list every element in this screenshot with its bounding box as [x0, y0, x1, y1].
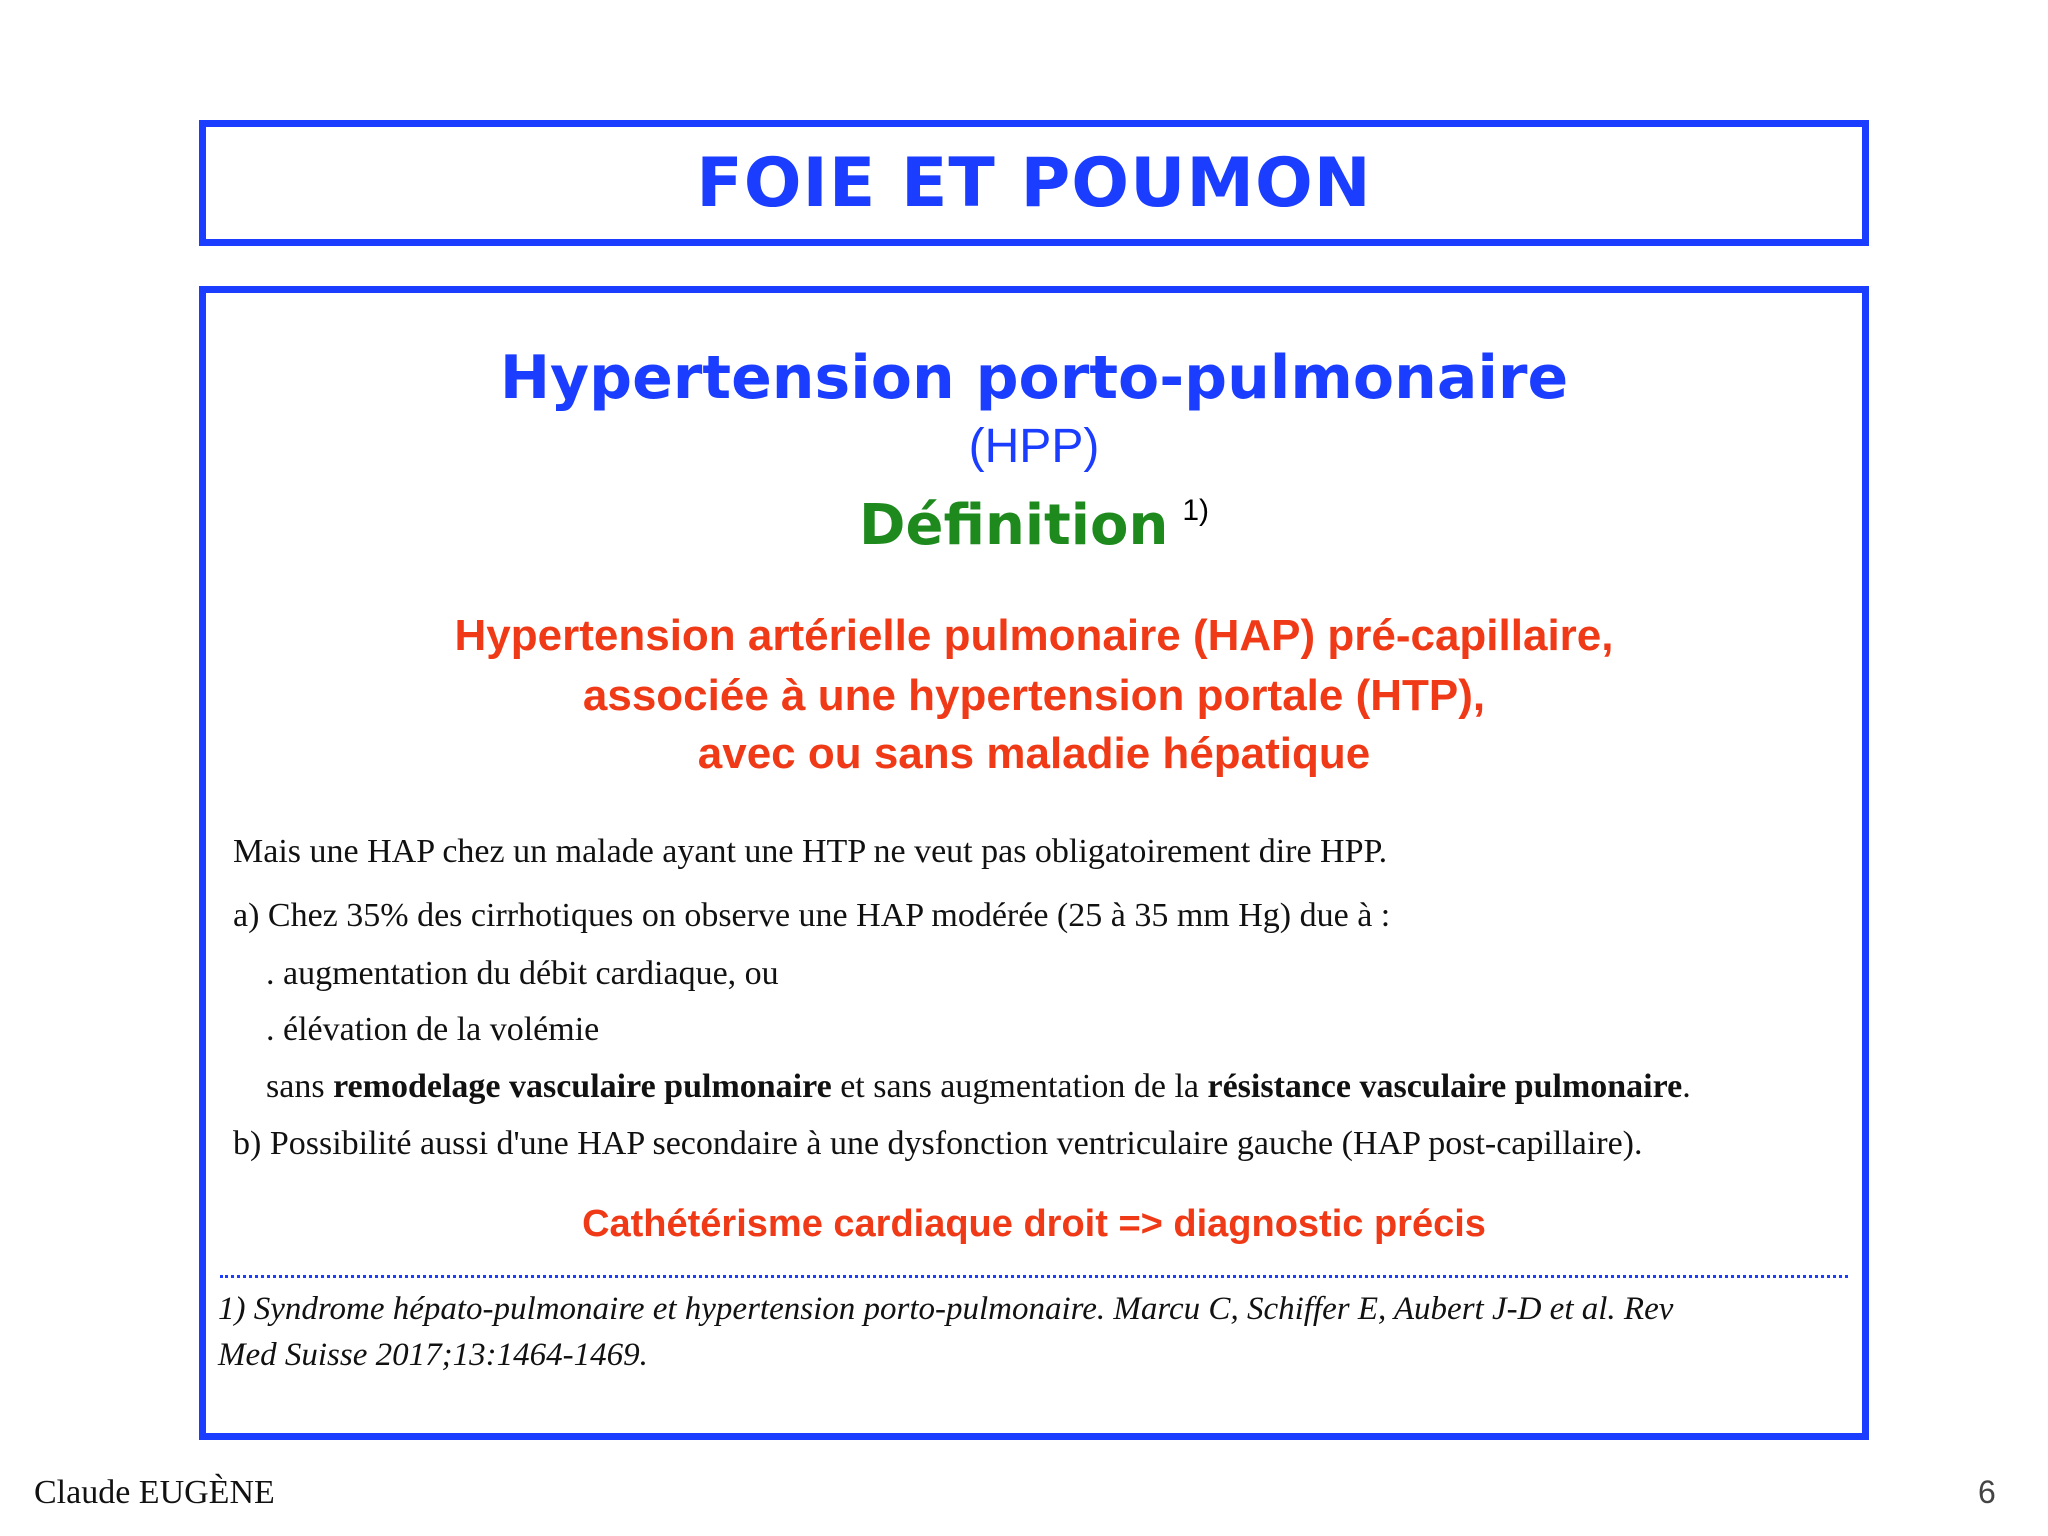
slide-title-box — [199, 120, 1869, 246]
main-heading: Hypertension porto-pulmonaire — [499, 343, 1569, 413]
bullet-volemia: . élévation de la volémie — [266, 1011, 600, 1048]
definition-label: Définition — [858, 493, 1169, 558]
definition-line-3: avec ou sans maladie hépatique — [697, 729, 1371, 778]
page-number: 6 — [1978, 1474, 1996, 1510]
definition-line-1: Hypertension artérielle pulmonaire (HAP) pré-capillaire, — [454, 611, 1614, 660]
sans-remodelage-text — [266, 1068, 1691, 1106]
footer-author: Claude EUGÈNE — [34, 1474, 275, 1511]
bullet-cardiac-output: . augmentation du débit cardiaque, ou — [266, 955, 779, 992]
reference-divider — [220, 1275, 1848, 1278]
sans-part-3: . — [1682, 1068, 1691, 1105]
content-box — [199, 286, 1869, 1440]
definition-reference-marker: 1) — [1182, 494, 1210, 527]
sans-part-2: et sans augmentation de la — [831, 1068, 1208, 1105]
definition-heading — [206, 493, 1862, 558]
point-a-text: a) Chez 35% des cirrhotiques on observe une HAP modérée (25 à 35 mm Hg) due à : — [233, 897, 1391, 934]
point-b-text: b) Possibilité aussi d'une HAP secondaire à une dysfonction ventriculaire gauche (HAP post-capillaire). — [233, 1125, 1643, 1162]
reference-line-1: 1) Syndrome hépato-pulmonaire et hypertension porto-pulmonaire. Marcu C, Schiffer E, Aubert J-D et al. Rev — [218, 1291, 1674, 1327]
abbreviation: (HPP) — [968, 420, 1100, 473]
definition-line-2: associée à une hypertension portale (HTP), — [582, 671, 1486, 720]
intro-text: Mais une HAP chez un malade ayant une HTP ne veut pas obligatoirement dire HPP. — [233, 833, 1388, 870]
sans-part-1: sans — [266, 1068, 334, 1105]
conclusion-text: Cathétérisme cardiaque droit => diagnostic précis — [582, 1203, 1486, 1245]
slide-title: FOIE ET POUMON — [696, 143, 1372, 223]
sans-bold-1: remodelage vasculaire pulmonaire — [333, 1068, 832, 1105]
sans-bold-2: résistance vasculaire pulmonaire — [1207, 1068, 1683, 1105]
reference-line-2: Med Suisse 2017;13:1464-1469. — [218, 1337, 648, 1373]
